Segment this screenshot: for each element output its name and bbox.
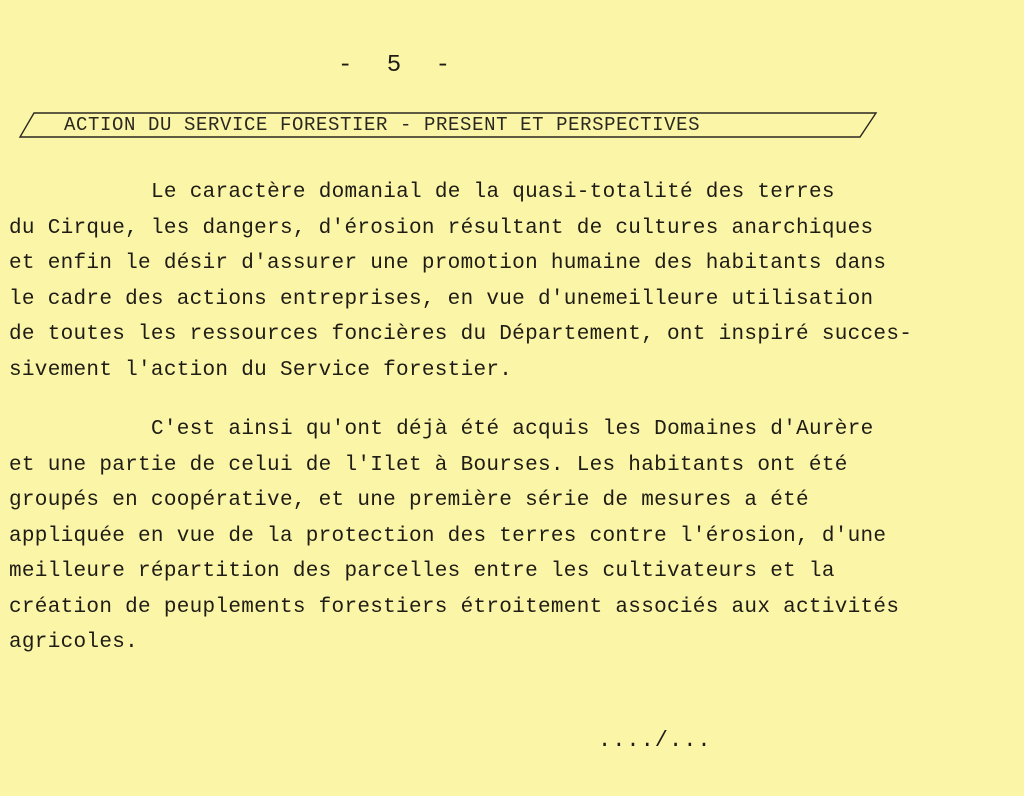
paragraph-line: création de peuplements forestiers étroitement associés aux activités [9, 595, 900, 619]
page-number: - 5 - [338, 52, 461, 79]
paragraph-line: le cadre des actions entreprises, en vue d'unemeilleure utilisation [9, 287, 874, 311]
paragraph-line: et enfin le désir d'assurer une promotion humaine des habitants dans [9, 252, 887, 275]
paragraph-line: agricoles. [9, 631, 139, 654]
paragraph-2 [9, 412, 1019, 661]
paragraph-line: C'est ainsi qu'ont déjà été acquis les Domaines d'Aurère [151, 418, 874, 441]
paragraph-line: de toutes les ressources foncières du Département, ont inspiré succes- [9, 323, 913, 346]
section-heading-frame [18, 110, 878, 140]
paragraph-line: du Cirque, les dangers, d'érosion résultant de cultures anarchiques [9, 216, 874, 240]
section-heading: ACTION DU SERVICE FORESTIER - PRESENT ET PERSPECTIVES [64, 114, 701, 136]
paragraph-line: et une partie de celui de l'Ilet à Bourses. Les habitants ont été [9, 453, 848, 477]
paragraph-1 [9, 175, 1019, 388]
paragraph-line: sivement l'action du Service forestier. [9, 358, 513, 382]
paragraph-line: appliquée en vue de la protection des terres contre l'érosion, d'une [9, 524, 887, 548]
paragraph-line: groupés en coopérative, et une première série de mesures a été [9, 489, 809, 512]
paragraph-line: Le caractère domanial de la quasi-totalité des terres [151, 181, 835, 204]
paragraph-line: meilleure répartition des parcelles entre les cultivateurs et la [9, 560, 835, 583]
continuation-mark: ..../... [598, 728, 712, 753]
